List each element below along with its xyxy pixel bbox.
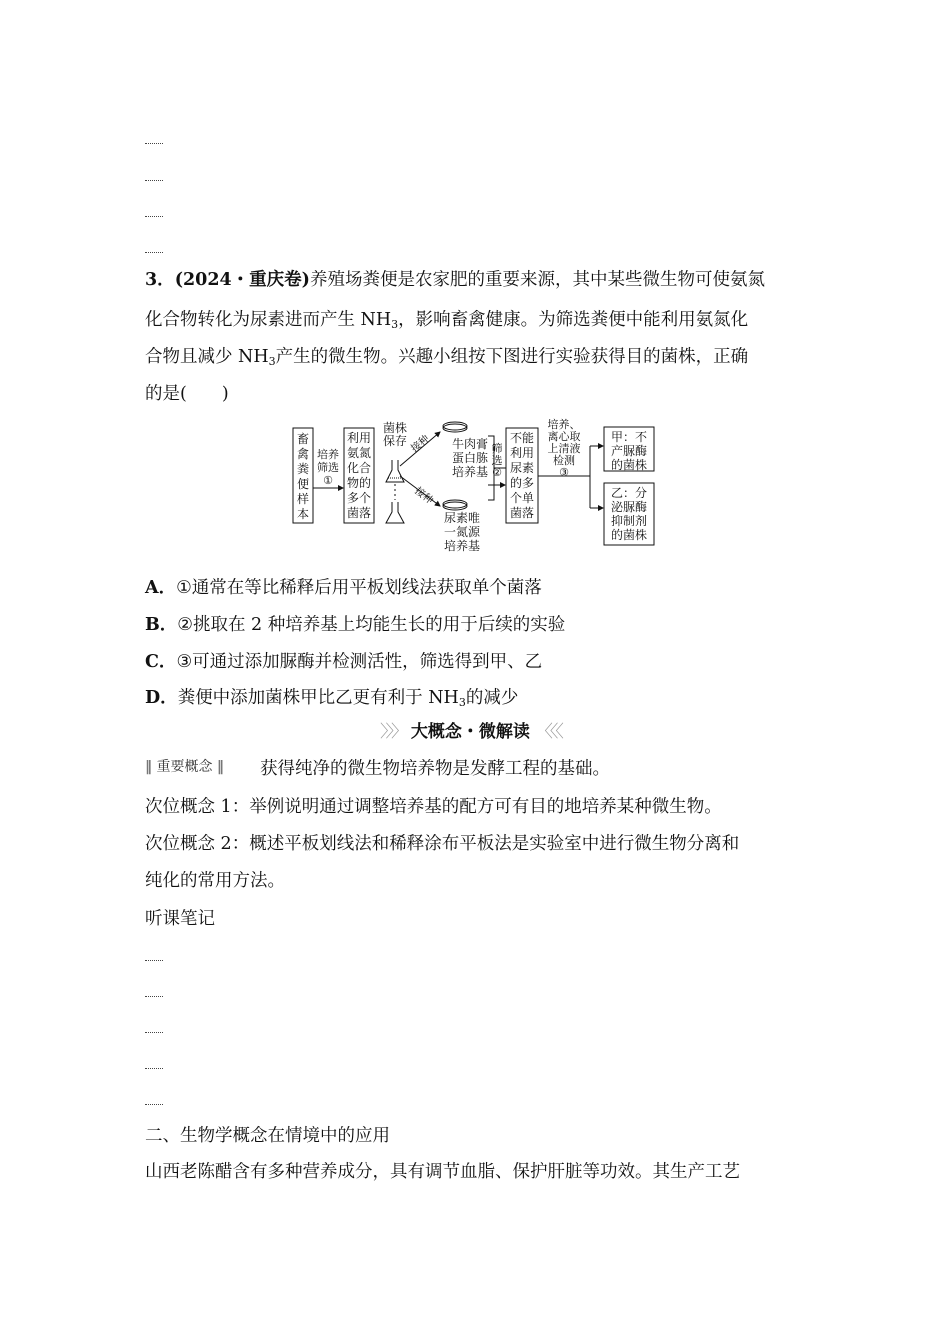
step3-label — [548, 418, 581, 479]
step1-label — [317, 447, 339, 487]
sub-concept-2 — [145, 832, 739, 856]
diagram-text-line: 物的 — [346, 476, 372, 490]
diagram-text-line: 化合 — [346, 461, 372, 475]
question-stem-line-1 — [145, 268, 765, 292]
flask-icon — [386, 460, 404, 482]
sub-concept-label: 次位概念 2： — [145, 834, 250, 854]
option-text: 的减少 — [465, 688, 519, 708]
diagram-text-line: 样 — [296, 492, 310, 506]
stem-text: 养殖场粪便是农家肥的重要来源，其中某些微生物可使氨氮 — [309, 270, 765, 290]
diagram-text-line: 蛋白胨 — [451, 451, 489, 465]
diagram-text-line: 尿素 — [509, 461, 535, 475]
answer-blank-line — [145, 960, 163, 961]
answer-blank-line — [145, 996, 163, 997]
answer-blank-line — [145, 180, 163, 181]
subscript: 3 — [268, 355, 276, 368]
petri-dish-icon — [443, 422, 467, 432]
petri-dish-icon — [443, 500, 467, 510]
option-c[interactable] — [145, 650, 542, 674]
diagram-text-line: 选 — [491, 454, 503, 467]
diagram-text-line: 抑制剂 — [610, 514, 648, 528]
diagram-text-line: 检测 — [553, 454, 575, 467]
option-b[interactable] — [145, 613, 565, 637]
diagram-text-line: 利用 — [346, 431, 372, 445]
section-title — [380, 720, 561, 744]
diagram-text-line: 禽 — [296, 447, 310, 461]
diagram-text-line: 培养 — [317, 448, 339, 461]
diagram-text-line: 乙：分 — [610, 486, 648, 500]
diagram-text-line: 离心取 — [547, 430, 581, 443]
left-chevrons: 〉〉〉 — [380, 722, 405, 742]
diagram-text-line: 接种 — [409, 433, 432, 455]
sample-box-text — [297, 431, 310, 521]
diagram-text-line: 牛肉膏 — [451, 437, 489, 451]
colonies-box-text — [347, 430, 371, 520]
option-text: ③可通过添加脲酶并检测活性，筛选得到甲、乙 — [176, 652, 543, 672]
option-label: A． — [145, 578, 177, 598]
diagram-text-line: 的菌株 — [610, 528, 648, 542]
sub-concept-text: 概述平板划线法和稀释涂布平板法是实验室中进行微生物分离和 — [249, 834, 740, 854]
sub-concept-label: 次位概念 1： — [145, 797, 250, 817]
diagram-text-line: 甲：不 — [610, 430, 648, 444]
diagram-text-line: 的多 — [509, 476, 535, 490]
sub-concept-text: 举例说明通过调整培养基的配方可有目的地培养某种微生物。 — [249, 797, 722, 817]
option-label: D． — [145, 688, 178, 708]
notes-title: 听课笔记 — [145, 909, 215, 929]
stem-text: 化合物转化为尿素进而产生 NH — [145, 310, 392, 330]
diagram-text-line: 产脲酶 — [610, 444, 648, 458]
strain-store-label — [383, 420, 407, 448]
option-d[interactable] — [145, 686, 518, 710]
diagram-text-line: 多个 — [346, 491, 372, 505]
option-label: B． — [145, 615, 178, 635]
answer-blank-line — [145, 1068, 163, 1069]
flask-icon — [386, 502, 404, 523]
medium-bottom-label — [444, 510, 481, 553]
strain-jia-text — [611, 430, 647, 472]
diagram-text-line: ③ — [559, 466, 569, 479]
section2-intro: 山西老陈醋含有多种营养成分，具有调节血脂、保护肝脏等功效。其生产工艺 — [145, 1162, 740, 1182]
answer-blank-line — [145, 252, 163, 253]
key-concept-badge: ‖ 重要概念 ‖ — [145, 759, 224, 775]
diagram-text-line: 的菌株 — [610, 458, 648, 472]
answer-blank-line — [145, 143, 163, 144]
diagram-text-line: 个单 — [509, 491, 535, 505]
inoculate-label-up — [408, 432, 432, 455]
stem-text: 产生的微生物。兴趣小组按下图进行实验获得目的菌株，正确 — [275, 347, 749, 367]
subscript: 3 — [391, 318, 399, 331]
diagram-text-line: 接种 — [412, 485, 435, 507]
experiment-flow-diagram — [290, 418, 660, 558]
diagram-text-line: 一氮源 — [443, 525, 481, 539]
diagram-text-line: 培养基 — [443, 539, 481, 553]
question-stem-line-3 — [145, 345, 748, 369]
option-text: ①通常在等比稀释后用平板划线法获取单个菌落 — [176, 578, 542, 598]
strain-yi-text — [611, 485, 647, 542]
section-title-text: 大概念・微解读 — [410, 722, 530, 742]
diagram-text-line: 筛选 — [317, 461, 339, 474]
option-a[interactable] — [145, 576, 542, 600]
diagram-text-line: 培养基 — [451, 465, 489, 479]
stem-text: ，影响畜禽健康。为筛选粪便中能利用氨氮化 — [398, 310, 749, 330]
answer-blank-line — [145, 1032, 163, 1033]
subscript: 3 — [458, 696, 466, 709]
question-number: 3． — [145, 270, 175, 290]
stem-text: 的是( ) — [145, 384, 229, 404]
key-concept-text: 获得纯净的微生物培养物是发酵工程的基础。 — [260, 759, 610, 779]
sub-concept-2-cont: 纯化的常用方法。 — [145, 871, 285, 891]
stem-text: 合物且减少 NH — [145, 347, 269, 367]
option-text: ②挑取在 2 种培养基上均能生长的用于后续的实验 — [177, 615, 566, 635]
diagram-text-line: 菌落 — [346, 506, 372, 520]
question-stem-line-2 — [145, 308, 748, 332]
answer-blank-line — [145, 216, 163, 217]
sub-concept-1 — [145, 795, 722, 819]
badge-text: 重要概念 — [156, 759, 213, 775]
option-label: C． — [145, 652, 177, 672]
right-chevrons: 〈〈〈 — [535, 722, 561, 742]
diagram-text-line: 粪 — [296, 462, 310, 476]
diagram-text-line: 尿素唯 — [443, 511, 481, 525]
diagram-text-line: 本 — [296, 507, 310, 521]
diagram-text-line: ② — [492, 466, 502, 479]
medium-top-label — [452, 436, 489, 479]
diagram-text-line: 培养、 — [547, 418, 581, 431]
diagram-text-line: 上清液 — [547, 442, 581, 455]
diagram-text-line: 保存 — [382, 434, 408, 448]
diagram-text-line: ① — [323, 474, 333, 487]
diagram-text-line: 菌株 — [382, 421, 408, 435]
option-text: 粪便中添加菌株甲比乙更有利于 NH — [177, 688, 459, 708]
diagram-text-line: 氨氮 — [346, 446, 372, 460]
step2-label — [492, 441, 503, 479]
diagram-text-line: 泌脲酶 — [610, 500, 648, 514]
diagram-text-line: 便 — [296, 477, 310, 491]
question-stem-line-4 — [145, 382, 229, 406]
diagram-text-line: 菌落 — [509, 506, 535, 520]
single-colonies-box-text — [510, 430, 534, 520]
section2-heading: 二、生物学概念在情境中的应用 — [145, 1126, 390, 1146]
question-source: (2024・重庆卷) — [174, 270, 310, 290]
diagram-text-line: 畜 — [296, 432, 310, 446]
diagram-text-line: 不能 — [509, 431, 535, 445]
diagram-text-line: 筛 — [491, 442, 503, 455]
answer-blank-line — [145, 1104, 163, 1105]
diagram-text-line: 利用 — [509, 446, 535, 460]
